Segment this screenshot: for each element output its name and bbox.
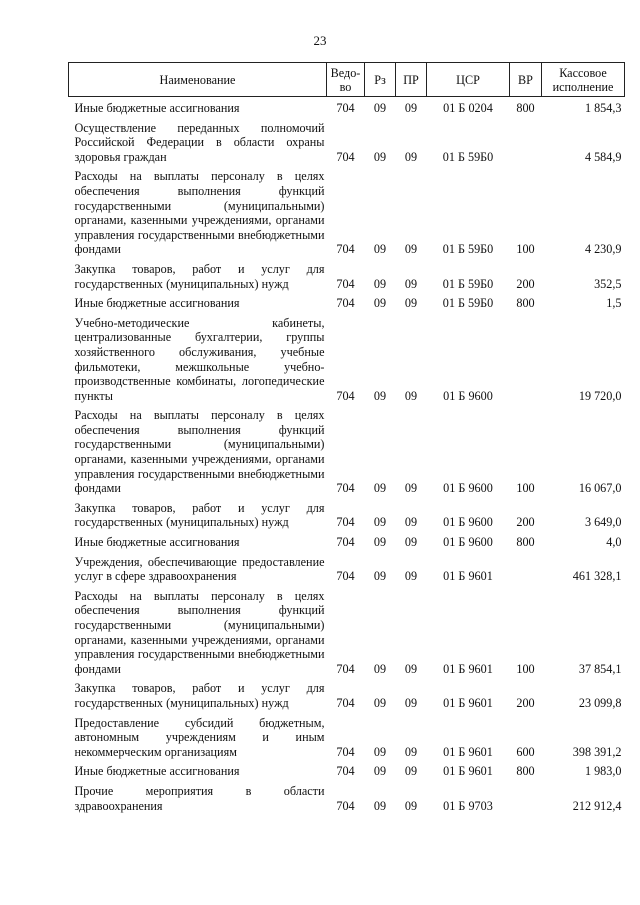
table-row xyxy=(69,497,625,531)
table-row xyxy=(69,585,625,678)
row-pr: 09 xyxy=(404,149,418,164)
row-pr: 09 xyxy=(404,798,418,813)
row-sum: 19 720,0 xyxy=(578,388,622,403)
row-ved: 704 xyxy=(336,101,355,115)
table-row xyxy=(69,258,625,292)
row-ved: 704 xyxy=(336,242,355,257)
row-vr: 100 xyxy=(516,242,535,257)
row-vr xyxy=(510,117,542,166)
row-csr: 01 Б 0204 xyxy=(443,101,493,115)
table-row xyxy=(69,551,625,585)
row-csr: 01 Б 9601 xyxy=(443,569,493,584)
row-csr: 01 Б 9601 xyxy=(443,695,493,710)
row-sum: 1 983,0 xyxy=(584,764,622,779)
row-sum: 1,5 xyxy=(606,296,622,311)
row-vr: 100 xyxy=(516,661,535,676)
row-pr: 09 xyxy=(404,388,418,403)
row-csr: 01 Б 9600 xyxy=(443,481,493,496)
row-rz: 09 xyxy=(373,661,387,676)
row-pr: 09 xyxy=(404,661,418,676)
row-ved: 704 xyxy=(336,798,355,813)
row-pr: 09 xyxy=(404,296,418,311)
row-vr: 800 xyxy=(516,101,535,115)
row-ved: 704 xyxy=(336,481,355,496)
row-pr: 09 xyxy=(404,744,418,759)
table-row xyxy=(69,677,625,711)
row-ved: 704 xyxy=(336,764,355,779)
row-rz: 09 xyxy=(373,388,387,403)
row-sum: 23 099,8 xyxy=(578,695,622,710)
table-body xyxy=(69,97,625,815)
header-sum: Кассовое исполнение xyxy=(542,63,625,97)
row-rz: 09 xyxy=(373,296,387,311)
table-row xyxy=(69,117,625,166)
row-pr: 09 xyxy=(404,515,418,530)
row-name: Закупка товаров, работ и услуг для государственных (муниципальных) нужд xyxy=(74,261,325,291)
row-pr: 09 xyxy=(404,695,418,710)
row-pr: 09 xyxy=(404,764,418,779)
row-csr: 01 Б 9600 xyxy=(443,535,493,550)
row-rz: 09 xyxy=(373,276,387,291)
row-csr: 01 Б 9601 xyxy=(443,661,493,676)
row-vr: 100 xyxy=(516,481,535,496)
row-ved: 704 xyxy=(336,276,355,291)
row-pr: 09 xyxy=(404,569,418,584)
row-name: Предоставление субсидий бюджетным, автономным учреждениям и иным некоммерческим организациям xyxy=(74,715,325,759)
row-csr: 01 Б 9600 xyxy=(443,388,493,403)
row-name: Закупка товаров, работ и услуг для государственных (муниципальных) нужд xyxy=(74,500,325,530)
row-vr xyxy=(510,780,542,814)
row-name: Иные бюджетные ассигнования xyxy=(74,101,240,115)
row-vr xyxy=(510,312,542,405)
row-name: Прочие мероприятия в области здравоохранения xyxy=(74,783,325,813)
row-sum: 16 067,0 xyxy=(578,481,622,496)
row-csr: 01 Б 59Б0 xyxy=(442,276,494,291)
table-row xyxy=(69,312,625,405)
row-ved: 704 xyxy=(336,535,355,550)
row-rz: 09 xyxy=(373,695,387,710)
table-row xyxy=(69,292,625,312)
budget-table xyxy=(68,62,625,814)
row-ved: 704 xyxy=(336,388,355,403)
row-ved: 704 xyxy=(336,661,355,676)
row-csr: 01 Б 9601 xyxy=(443,764,493,779)
header-pr: ПР xyxy=(396,63,427,97)
row-csr: 01 Б 9600 xyxy=(443,515,493,530)
table-row xyxy=(69,780,625,814)
row-vr: 200 xyxy=(516,695,535,710)
row-name: Осуществление переданных полномочий Российской Федерации в области охраны здоровья граждан xyxy=(74,120,325,164)
header-csr: ЦСР xyxy=(427,63,510,97)
row-pr: 09 xyxy=(404,101,418,115)
row-name: Закупка товаров, работ и услуг для государственных (муниципальных) нужд xyxy=(74,681,325,710)
row-ved: 704 xyxy=(336,695,355,710)
row-sum: 4 584,9 xyxy=(584,149,622,164)
row-name: Иные бюджетные ассигнования xyxy=(74,764,240,779)
row-ved: 704 xyxy=(336,744,355,759)
row-rz: 09 xyxy=(373,481,387,496)
table-row xyxy=(69,531,625,551)
row-pr: 09 xyxy=(404,535,418,550)
row-vr: 200 xyxy=(516,515,535,530)
header-ved: Ведо-во xyxy=(327,63,365,97)
row-sum: 352,5 xyxy=(594,276,622,291)
header-name: Наименование xyxy=(69,63,327,97)
row-pr: 09 xyxy=(404,481,418,496)
table-row xyxy=(69,760,625,780)
row-rz: 09 xyxy=(373,101,387,115)
table-row xyxy=(69,165,625,258)
table-row xyxy=(69,712,625,761)
row-sum: 4 230,9 xyxy=(584,242,622,257)
row-rz: 09 xyxy=(373,515,387,530)
row-sum: 1 854,3 xyxy=(584,101,622,115)
row-name: Иные бюджетные ассигнования xyxy=(74,296,240,311)
row-vr: 200 xyxy=(516,276,535,291)
row-vr xyxy=(510,551,542,585)
row-ved: 704 xyxy=(336,569,355,584)
row-rz: 09 xyxy=(373,569,387,584)
row-name: Расходы на выплаты персоналу в целях обеспечения выполнения функций государственными (муниципальными) органами, казенными учреждениями, органами управления государственными внебюджетными фондами xyxy=(74,408,325,496)
header-rz: Рз xyxy=(365,63,396,97)
row-rz: 09 xyxy=(373,535,387,550)
row-sum: 3 649,0 xyxy=(584,515,622,530)
row-name: Расходы на выплаты персоналу в целях обеспечения выполнения функций государственными (муниципальными) органами, казенными учреждениями, органами управления государственными внебюджетными фондами xyxy=(74,588,325,676)
row-rz: 09 xyxy=(373,798,387,813)
row-vr: 800 xyxy=(516,296,535,311)
row-csr: 01 Б 9601 xyxy=(443,744,493,759)
row-pr: 09 xyxy=(404,242,418,257)
row-ved: 704 xyxy=(336,296,355,311)
row-vr: 800 xyxy=(516,764,535,779)
row-sum: 461 328,1 xyxy=(572,569,622,584)
row-pr: 09 xyxy=(404,276,418,291)
row-rz: 09 xyxy=(373,149,387,164)
row-rz: 09 xyxy=(373,242,387,257)
row-name: Учебно-методические кабинеты, централизованные бухгалтерии, группы хозяйственного обслуживания, учебные фильмотеки, межшкольные учебно-производственные комбинаты, логопедические пункты xyxy=(74,315,325,403)
row-csr: 01 Б 9703 xyxy=(443,798,493,813)
row-rz: 09 xyxy=(373,744,387,759)
table-header xyxy=(69,63,625,97)
row-csr: 01 Б 59Б0 xyxy=(442,149,494,164)
row-sum: 37 854,1 xyxy=(578,661,622,676)
table-row xyxy=(69,97,625,117)
row-sum: 398 391,2 xyxy=(572,744,622,759)
row-sum: 4,0 xyxy=(606,535,622,550)
header-vr: ВР xyxy=(510,63,542,97)
row-csr: 01 Б 59Б0 xyxy=(442,296,494,311)
row-ved: 704 xyxy=(336,515,355,530)
table-row xyxy=(69,404,625,497)
page-number: 23 xyxy=(313,33,327,48)
row-vr: 800 xyxy=(516,535,535,550)
row-name: Учреждения, обеспечивающие предоставление услуг в сфере здравоохранения xyxy=(74,554,325,584)
row-rz: 09 xyxy=(373,764,387,779)
row-name: Иные бюджетные ассигнования xyxy=(74,535,240,550)
row-sum: 212 912,4 xyxy=(572,798,622,813)
row-csr: 01 Б 59Б0 xyxy=(442,242,494,257)
row-ved: 704 xyxy=(336,149,355,164)
row-name: Расходы на выплаты персоналу в целях обеспечения выполнения функций государственными (муниципальными) органами, казенными учреждениями, органами управления государственными внебюджетными фондами xyxy=(74,169,325,257)
row-vr: 600 xyxy=(516,744,535,759)
